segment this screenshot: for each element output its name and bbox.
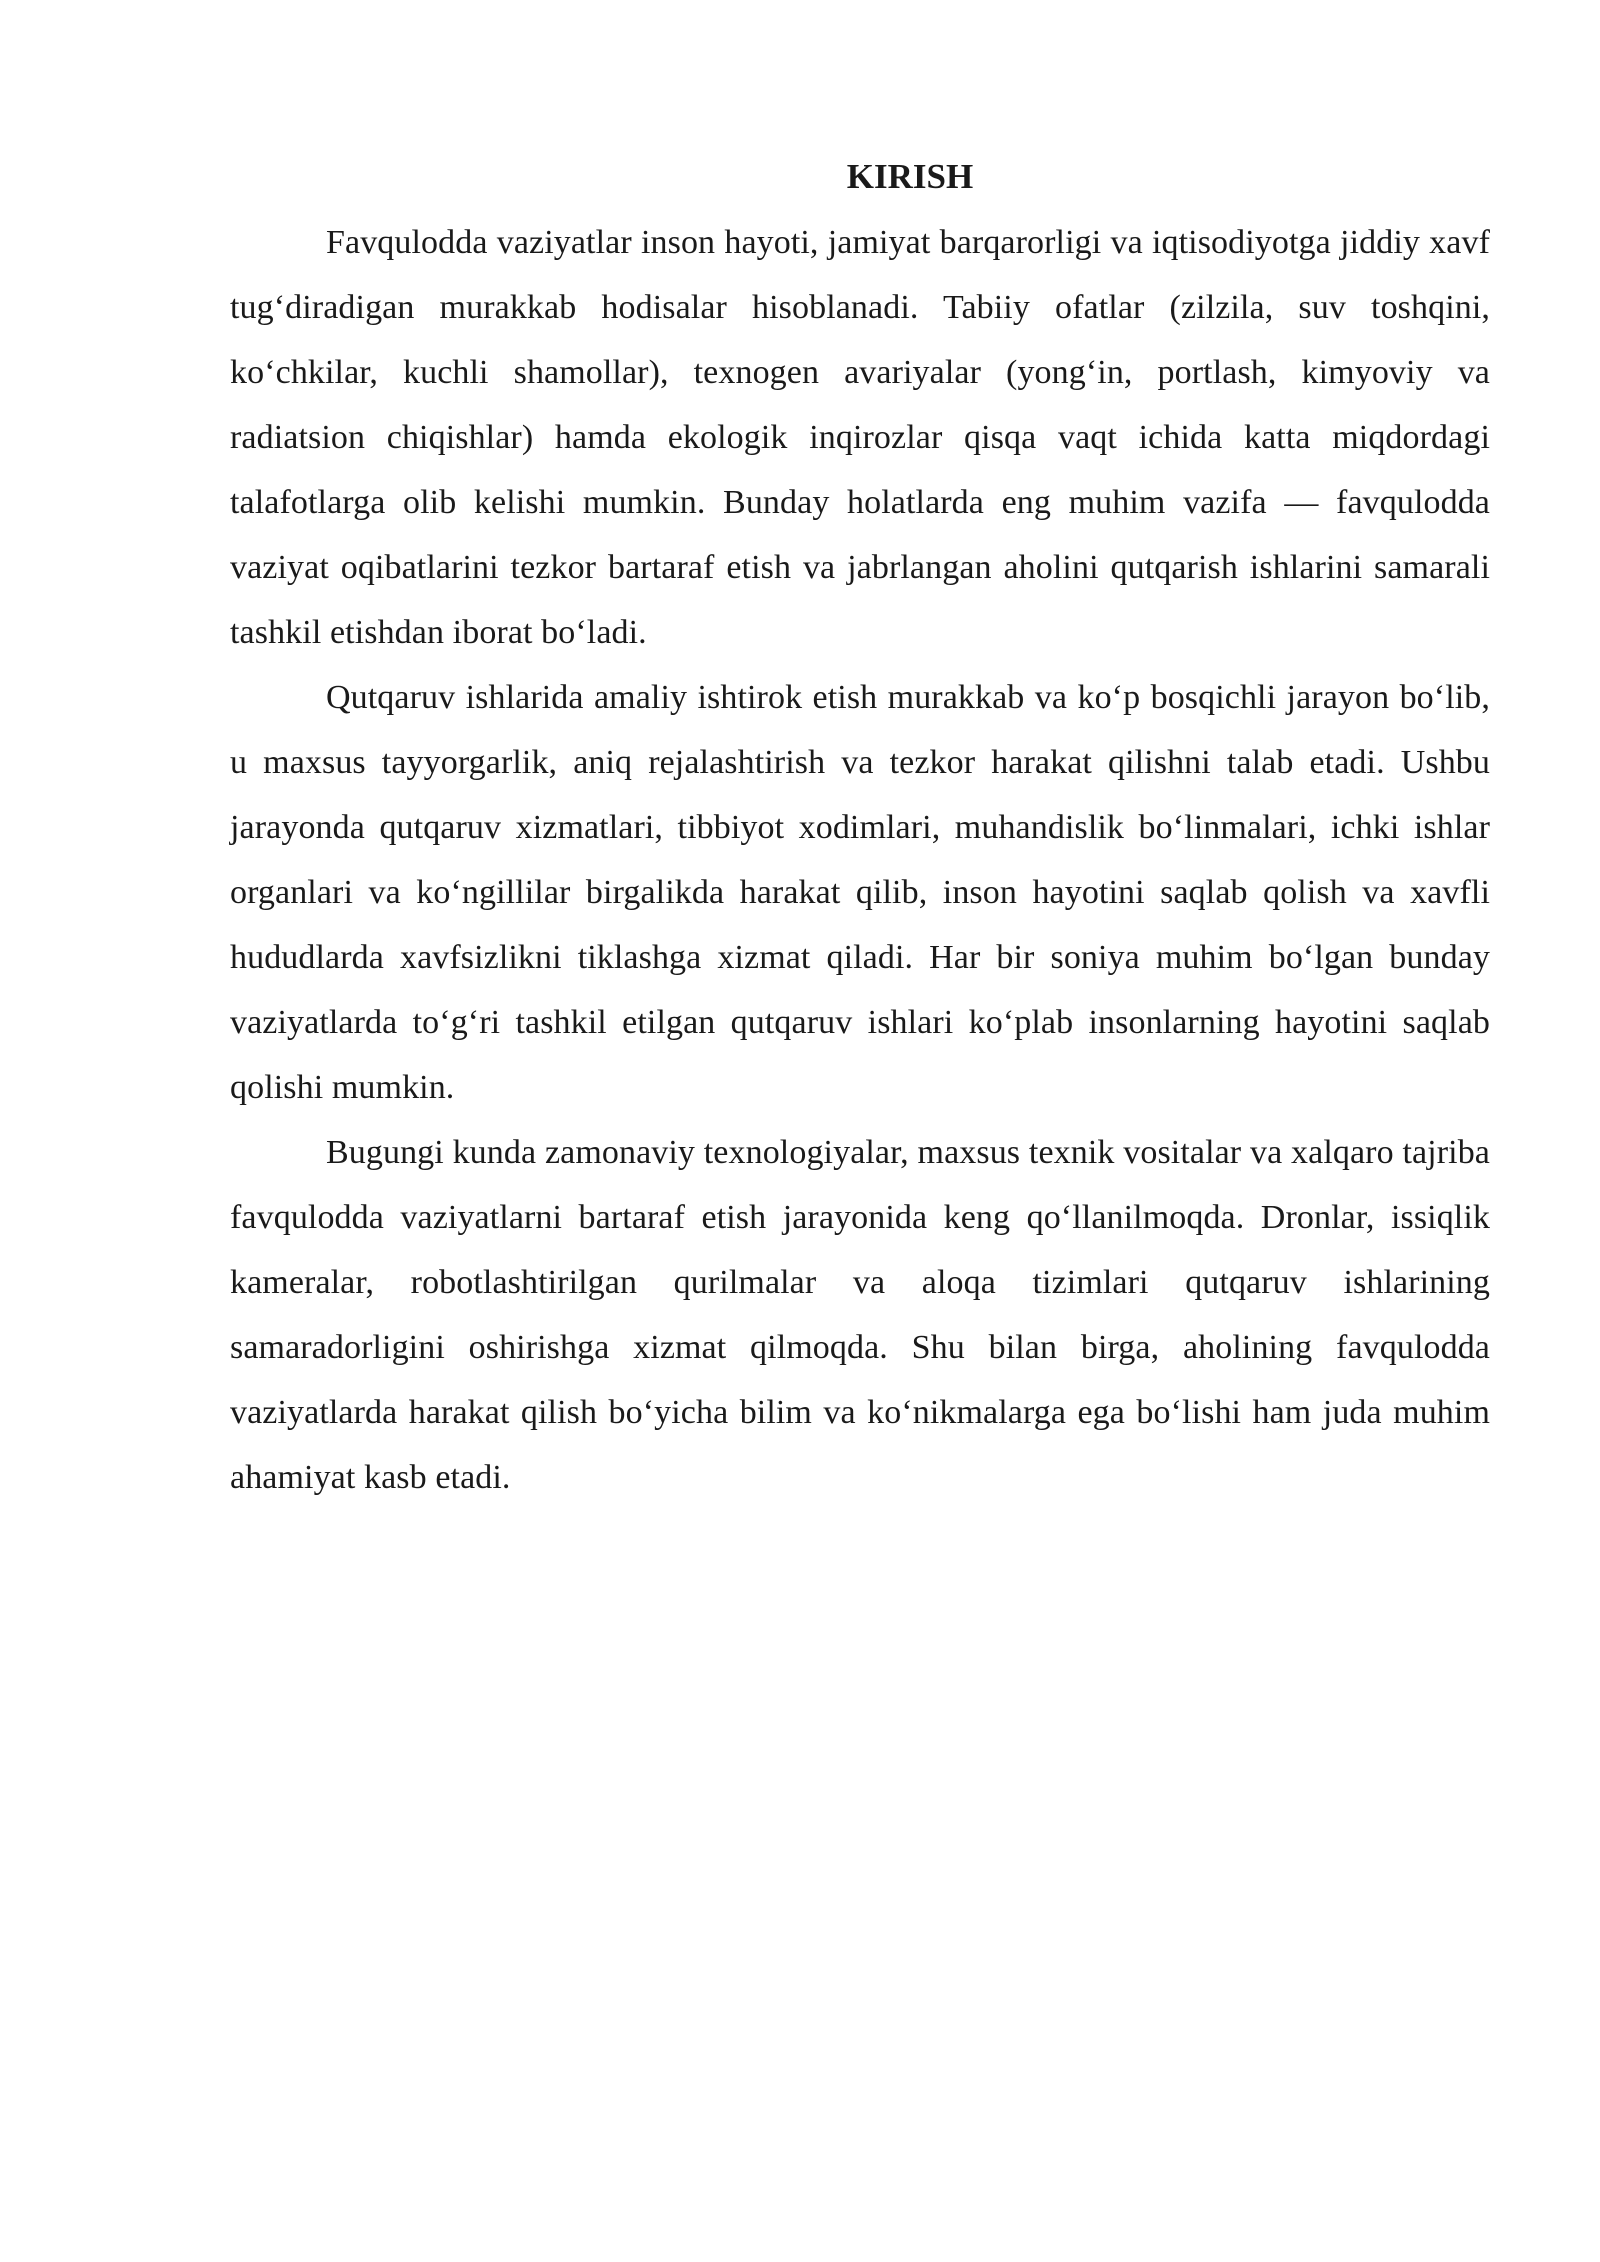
- paragraph-2: Qutqaruv ishlarida amaliy ishtirok etish murakkab va ko‘p bosqichli jarayon bo‘lib, u maxsus tayyorgarlik, aniq rejalashtirish va tezkor harakat qilishni talab etadi. Ushbu jarayonda qutqaruv xizmatlari, tibbiyot xodimlari, muhandislik bo‘linmalari, ichki ishlar organlari va ko‘ngillilar birgalikda harakat qilib, inson hayotini saqlab qolish va xavfli hududlarda xavfsizlikni tiklashga xizmat qiladi. Har bir soniya muhim bo‘lgan bunday vaziyatlarda to‘g‘ri tashkil etilgan qutqaruv ishlari ko‘plab insonlarning hayotini saqlab qolishi mumkin.: [230, 679, 1490, 1106]
- paragraph-3: Bugungi kunda zamonaviy texnologiyalar, maxsus texnik vositalar va xalqaro tajriba favqulodda vaziyatlarni bartaraf etish jarayonida keng qo‘llanilmoqda. Dronlar, issiqlik kameralar, robotlashtirilgan qurilmalar va aloqa tizimlari qutqaruv ishlarining samaradorligini oshirishga xizmat qilmoqda. Shu bilan birga, aholining favqulodda vaziyatlarda harakat qilish bo‘yicha bilim va ko‘nikmalarga ega bo‘lishi ham juda muhim ahamiyat kasb etadi.: [230, 1134, 1490, 1496]
- section-heading: KIRISH: [846, 157, 974, 196]
- paragraph-1: Favqulodda vaziyatlar inson hayoti, jamiyat barqarorligi va iqtisodiyotga jiddiy xavf tug‘diradigan murakkab hodisalar hisoblanadi. Tabiiy ofatlar (zilzila, suv toshqini, ko‘chkilar, kuchli shamollar), texnogen avariyalar (yong‘in, portlash, kimyoviy va radiatsion chiqishlar) hamda ekologik inqirozlar qisqa vaqt ichida katta miqdordagi talafotlarga olib kelishi mumkin. Bunday holatlarda eng muhim vazifa — favqulodda vaziyat oqibatlarini tezkor bartaraf etish va jabrlangan aholini qutqarish ishlarini samarali tashkil etishdan iborat bo‘ladi.: [230, 224, 1490, 651]
- document-body: [230, 150, 1490, 1510]
